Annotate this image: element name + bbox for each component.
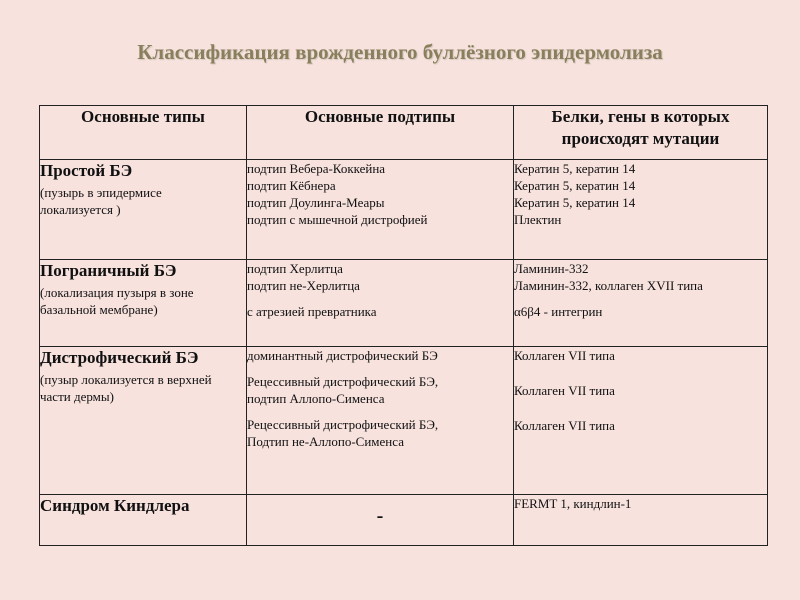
type-note-line: части дермы) xyxy=(40,389,114,404)
type-cell xyxy=(40,347,247,495)
proteins-cell xyxy=(514,160,768,260)
table-row xyxy=(40,260,768,347)
type-note-line: базальной мембране) xyxy=(40,302,158,317)
subtypes-cell-dash: - xyxy=(247,495,514,546)
subtype-item: Рецессивный дистрофический БЭ, xyxy=(247,417,439,432)
proteins-cell xyxy=(514,260,768,347)
header-types: Основные типы xyxy=(40,106,247,160)
type-note xyxy=(40,371,246,405)
classification-table xyxy=(39,105,768,546)
header-proteins-line2: происходят мутации xyxy=(561,129,720,148)
subtype-item: доминантный дистрофический БЭ xyxy=(247,348,438,363)
table-row xyxy=(40,347,768,495)
protein-item: FERMT 1, киндлин-1 xyxy=(514,496,632,511)
protein-item: Кератин 5, кератин 14 xyxy=(514,178,636,193)
subtypes-cell xyxy=(247,260,514,347)
type-note xyxy=(40,284,246,318)
type-cell xyxy=(40,495,247,546)
protein-item: Коллаген VII типа xyxy=(514,348,615,363)
subtype-item: подтип Аллопо-Сименса xyxy=(247,391,385,406)
header-proteins-line1: Белки, гены в которых xyxy=(551,107,730,126)
subtypes-cell xyxy=(247,160,514,260)
type-name: Простой БЭ xyxy=(40,161,133,180)
subtype-item: с атрезией превратника xyxy=(247,304,377,319)
protein-item: Коллаген VII типа xyxy=(514,418,615,433)
protein-item: Коллаген VII типа xyxy=(514,383,615,398)
type-name: Дистрофический БЭ xyxy=(40,348,199,367)
subtypes-cell xyxy=(247,347,514,495)
header-subtypes: Основные подтипы xyxy=(247,106,514,160)
header-proteins xyxy=(514,106,768,160)
page-title: Классификация врожденного буллёзного эпидермолиза xyxy=(137,40,663,64)
subtype-item: Подтип не-Аллопо-Сименса xyxy=(247,434,404,449)
protein-item: Кератин 5, кератин 14 xyxy=(514,161,636,176)
protein-item: Ламинин-332, коллаген XVII типа xyxy=(514,278,703,293)
type-note xyxy=(40,184,246,218)
type-note-line: (пузырь в эпидермисе xyxy=(40,185,162,200)
table-header-row xyxy=(40,106,768,160)
table-row xyxy=(40,160,768,260)
type-name: Пограничный БЭ xyxy=(40,261,177,280)
type-note-line: локализуется ) xyxy=(40,202,121,217)
type-name: Синдром Киндлера xyxy=(40,496,190,515)
protein-item: Ламинин-332 xyxy=(514,261,589,276)
protein-item: Плектин xyxy=(514,212,562,227)
type-cell xyxy=(40,260,247,347)
subtype-item: подтип Кёбнера xyxy=(247,178,336,193)
subtype-item: подтип не-Херлитца xyxy=(247,278,360,293)
subtype-item: Рецессивный дистрофический БЭ, xyxy=(247,374,439,389)
subtype-item: подтип с мышечной дистрофией xyxy=(247,212,428,227)
proteins-cell xyxy=(514,495,768,546)
proteins-cell xyxy=(514,347,768,495)
subtype-item: подтип Вебера-Коккейна xyxy=(247,161,386,176)
table-row xyxy=(40,495,768,546)
subtype-item: подтип Доулинга-Меары xyxy=(247,195,385,210)
type-note-line: (пузыр локализуется в верхней xyxy=(40,372,212,387)
type-note-line: (локализация пузыря в зоне xyxy=(40,285,194,300)
protein-item: α6β4 - интегрин xyxy=(514,304,603,319)
subtype-item: подтип Херлитца xyxy=(247,261,343,276)
type-cell xyxy=(40,160,247,260)
protein-item: Кератин 5, кератин 14 xyxy=(514,195,636,210)
